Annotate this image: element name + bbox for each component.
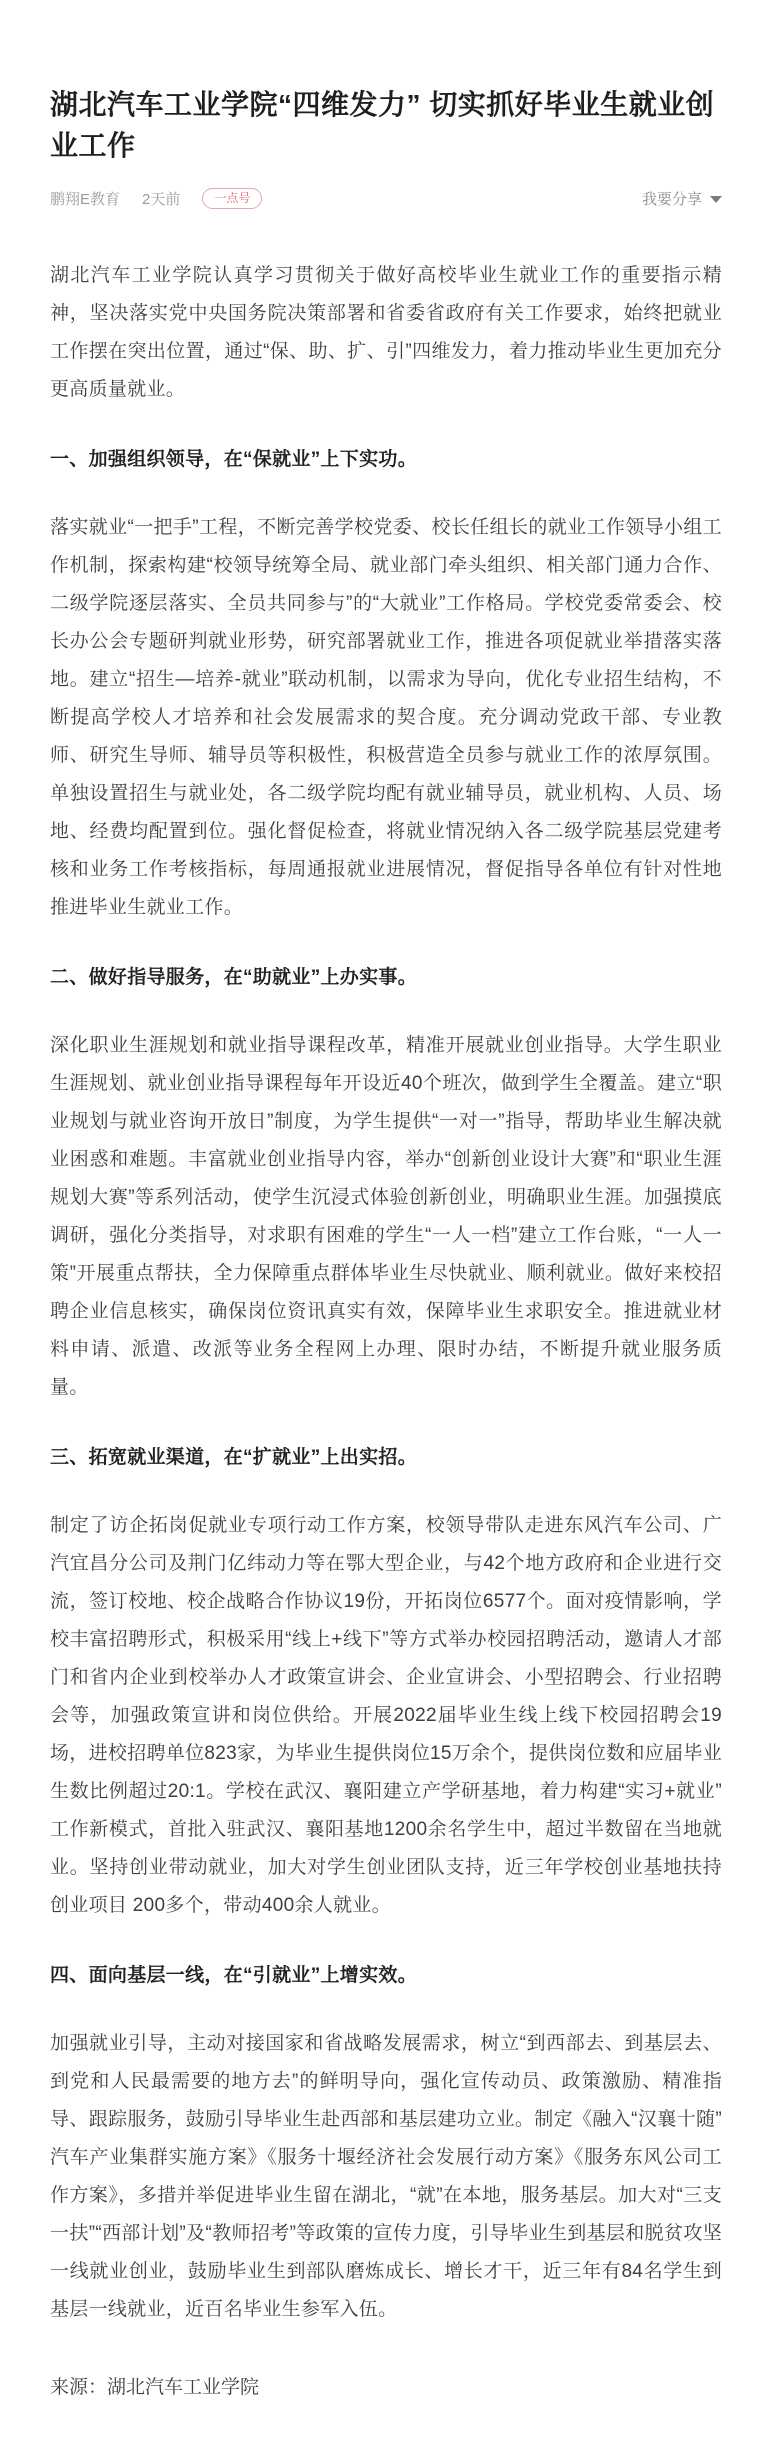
publish-time: 2天前 — [142, 191, 181, 208]
source-platform-badge[interactable]: 一点号 — [202, 188, 262, 209]
chevron-down-icon — [710, 196, 722, 203]
paragraph-section-3: 制定了访企拓岗促就业专项行动工作方案，校领导带队走进东风汽车公司、广汽宜昌分公司及荆门亿纬动力等在鄂大型企业，与42个地方政府和企业进行交流，签订校地、校企战略合作协议19份，开拓岗位6577个。面对疫情影响，学校丰富招聘形式，积极采用“线上+线下”等方式举办校园招聘活动，邀请人才部门和省内企业到校举办人才政策宣讲会、企业宣讲会、小型招聘会、行业招聘会等，加强政策宣讲和岗位供给。开展2022届毕业生线上线下校园招聘会19场，进校招聘单位823家，为毕业生提供岗位15万余个，提供岗位数和应届毕业生数比例超过20:1。学校在武汉、襄阳建立产学研基地，着力构建“实习+就业”工作新模式，首批入驻武汉、襄阳基地1200余名学生中，超过半数留在当地就业。坚持创业带动就业，加大对学生创业团队支持，近三年学校创业基地扶持创业项目 200多个，带动400余人就业。 — [50, 1515, 722, 1916]
page-title: 湖北汽车工业学院“四维发力” 切实抓好毕业生就业创业工作 — [50, 89, 715, 161]
share-label: 我要分享 — [641, 191, 702, 208]
article-source: 来源：湖北汽车工业学院 — [50, 2377, 260, 2398]
section-heading-3: 三、拓宽就业渠道，在“扩就业”上出实招。 — [50, 1447, 418, 1468]
article-body — [50, 257, 722, 2407]
meta-left — [50, 188, 262, 209]
section-heading-1: 一、加强组织领导，在“保就业”上下实功。 — [50, 449, 418, 470]
meta-row — [50, 188, 722, 209]
paragraph-section-4: 加强就业引导，主动对接国家和省战略发展需求，树立“到西部去、到基层去、到党和人民最需要的地方去”的鲜明导向，强化宣传动员、政策激励、精准指导、跟踪服务，鼓励引导毕业生赴西部和基层建功立业。制定《融入“汉襄十随”汽车产业集群实施方案》《服务十堰经济社会发展行动方案》《服务东风公司工作方案》，多措并举促进毕业生留在湖北，“就”在本地，服务基层。加大对“三支一扶”“西部计划”及“教师招考”等政策的宣传力度，引导毕业生到基层和脱贫攻坚一线就业创业，鼓励毕业生到部队磨炼成长、增长才干，近三年有84名学生到基层一线就业，近百名毕业生参军入伍。 — [50, 2033, 722, 2320]
paragraph-section-1: 落实就业“一把手”工程，不断完善学校党委、校长任组长的就业工作领导小组工作机制，探索构建“校领导统筹全局、就业部门牵头组织、相关部门通力合作、二级学院逐层落实、全员共同参与”的“大就业”工作格局。学校党委常委会、校长办公会专题研判就业形势，研究部署就业工作，推进各项促就业举措落实落地。建立“招生—培养-就业”联动机制，以需求为导向，优化专业招生结构，不断提高学校人才培养和社会发展需求的契合度。充分调动党政干部、专业教师、研究生导师、辅导员等积极性，积极营造全员参与就业工作的浓厚氛围。单独设置招生与就业处，各二级学院均配有就业辅导员，就业机构、人员、场地、经费均配置到位。强化督促检查，将就业情况纳入各二级学院基层党建考核和业务工作考核指标，每周通报就业进展情况，督促指导各单位有针对性地推进毕业生就业工作。 — [50, 517, 722, 918]
section-heading-2: 二、做好指导服务，在“助就业”上办实事。 — [50, 967, 418, 988]
share-button[interactable] — [642, 188, 722, 209]
author-name[interactable]: 鹏翔E教育 — [50, 191, 121, 208]
paragraph-section-2: 深化职业生涯规划和就业指导课程改革，精准开展就业创业指导。大学生职业生涯规划、就业创业指导课程每年开设近40个班次，做到学生全覆盖。建立“职业规划与就业咨询开放日”制度，为学生提供“一对一”指导，帮助毕业生解决就业困惑和难题。丰富就业创业指导内容，举办“创新创业设计大赛”和“职业生涯规划大赛”等系列活动，使学生沉浸式体验创新创业，明确职业生涯。加强摸底调研，强化分类指导，对求职有困难的学生“一人一档”建立工作台账，“一人一策”开展重点帮扶，全力保障重点群体毕业生尽快就业、顺利就业。做好来校招聘企业信息核实，确保岗位资讯真实有效，保障毕业生求职安全。推进就业材料申请、派遣、改派等业务全程网上办理、限时办结，不断提升就业服务质量。 — [50, 1035, 722, 1398]
section-heading-4: 四、面向基层一线，在“引就业”上增实效。 — [50, 1965, 418, 1986]
paragraph-intro: 湖北汽车工业学院认真学习贯彻关于做好高校毕业生就业工作的重要指示精神，坚决落实党中央国务院决策部署和省委省政府有关工作要求，始终把就业工作摆在突出位置，通过“保、助、扩、引”四维发力，着力推动毕业生更加充分更高质量就业。 — [50, 265, 722, 400]
